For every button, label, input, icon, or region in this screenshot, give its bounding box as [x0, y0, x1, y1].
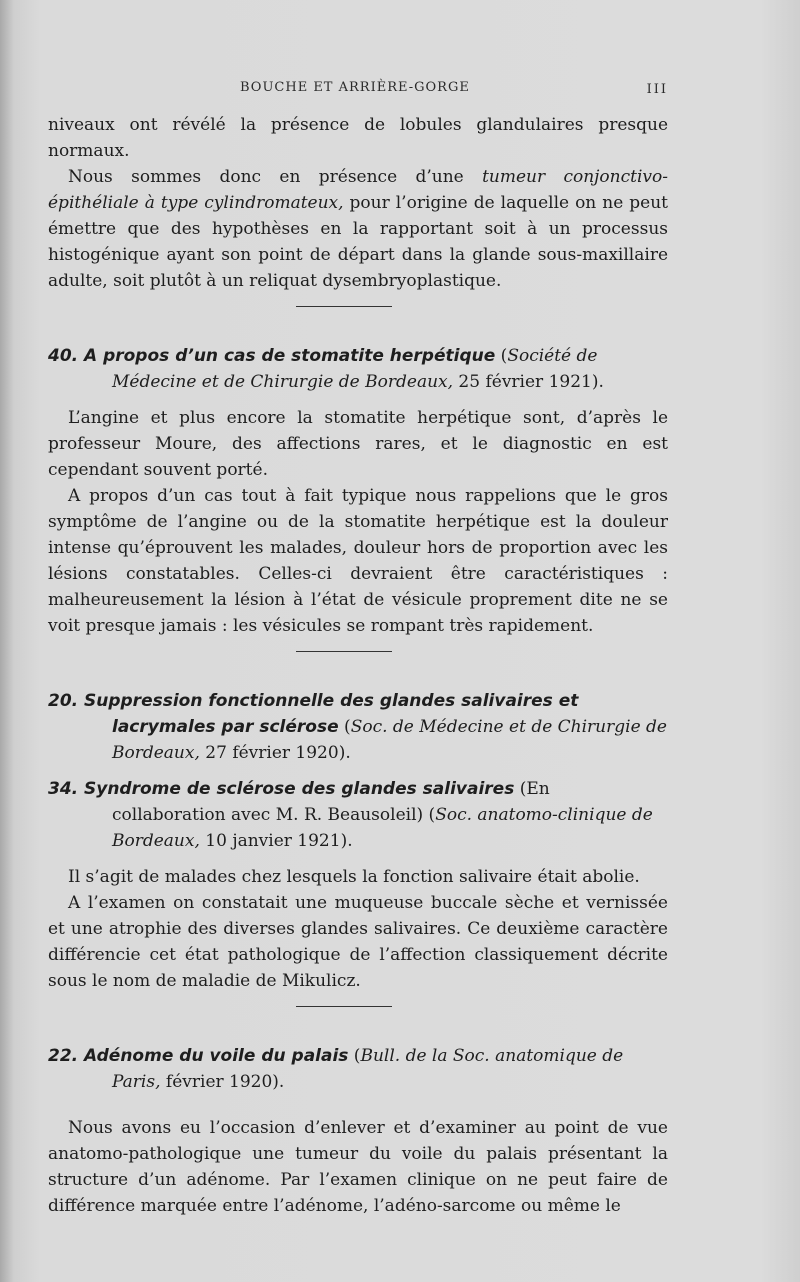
entry-34-paragraph-1: Il s’agit de malades chez lesquels la fonction salivaire était abolie. [68, 867, 640, 887]
entry-20-number: 20. [48, 691, 79, 711]
entry-20-paren: ( [338, 717, 351, 737]
entry-22-paragraph-1: Nous avons eu l’occasion d’enlever et d’examiner au point de vue anatomo-pathologique une tumeur du voile du palais présentant la structure d’un adénome. Par l’examen clinique on ne peut faire de différence marquée entre l’adénome, l’adéno-sarcome ou même le [48, 1118, 668, 1216]
page-number: III [646, 82, 668, 97]
entry-20-date: 27 février 1920). [199, 743, 351, 763]
entry-22-heading [48, 1043, 668, 1095]
intro-text-b: pour l’origine de laquelle on ne peut émettre que des hypothèses en la rapportant soit à un processus histogénique ayant son point de départ dans la glande sous-maxillaire adulte, soit plutôt à un reliquat dysembryoplastique. [48, 193, 669, 291]
entry-34-title: Syndrome de sclérose des glandes salivaires [84, 779, 515, 799]
entry-34-collab: (En collaboration avec M. R. Beausoleil) ( [112, 779, 550, 825]
entry-34-heading [48, 776, 668, 854]
entry-40-paren: ( [495, 346, 508, 366]
entry-22-title: Adénome du voile du palais [84, 1046, 349, 1066]
entry-34-paragraph-2: A l’examen on constatait une muqueuse buccale sèche et vernissée et une atrophie des diverses glandes salivaires. Ce deuxième caractère différencie cet état pathologique de l’affection classiquement décrite sous le nom de maladie de Mikulicz. [48, 893, 668, 991]
running-head [48, 80, 668, 104]
entry-40-number: 40. [48, 346, 79, 366]
entry-34-number: 34. [48, 779, 79, 799]
intro-paragraph-2 [48, 164, 668, 294]
entry-20-heading [48, 688, 668, 766]
entry-40-paragraph-1: L’angine et plus encore la stomatite herpétique sont, d’après le professeur Moure, des affections rares, et le diagnostic en est cependant souvent porté. [48, 408, 668, 480]
entry-22-paren: ( [348, 1046, 361, 1066]
entry-20-title: Suppression fonctionnelle des glandes salivaires et lacrymales par sclérose [84, 691, 579, 737]
entry-40-paragraph-2: A propos d’un cas tout à fait typique nous rappelions que le gros symptôme de l’angine ou de la stomatite herpétique est la douleur intense qu’éprouvent les malades, douleur hors de proportion avec les lésions constatables. Celles-ci devraient être caractéristiques : malheureusement la lésion à l’état de vésicule proprement dite ne se voit presque jamais : les vésicules se rompant très rapidement. [48, 486, 668, 636]
entry-22-source: Bull. de la Soc. anatomique de Paris, [112, 1046, 624, 1092]
intro-paragraph-1: niveaux ont révélé la présence de lobules glandulaires presque normaux. [48, 115, 668, 161]
running-title: BOUCHE ET ARRIÈRE-GORGE [240, 80, 470, 95]
entry-20-source: Soc. de Médecine et de Chirurgie de Bordeaux, [112, 717, 667, 763]
entry-40-source: Société de Médecine et de Chirurgie de Bordeaux, [112, 346, 598, 392]
entry-40-date: 25 février 1921). [453, 372, 604, 392]
intro-emphasis: tumeur conjonctivo-épithéliale à type cylindromateux, [48, 167, 668, 213]
entry-34-source: Soc. anatomo-clinique de Bordeaux, [112, 805, 653, 851]
entry-40-heading [48, 343, 668, 395]
entry-34-date: 10 janvier 1921). [199, 831, 353, 851]
entry-40-title: A propos d’un cas de stomatite herpétique [84, 346, 496, 366]
body-text [48, 112, 668, 1219]
entry-22-number: 22. [48, 1046, 79, 1066]
intro-text-a: Nous sommes donc en présence d’une [68, 167, 483, 187]
entry-22-date: février 1920). [160, 1072, 285, 1092]
